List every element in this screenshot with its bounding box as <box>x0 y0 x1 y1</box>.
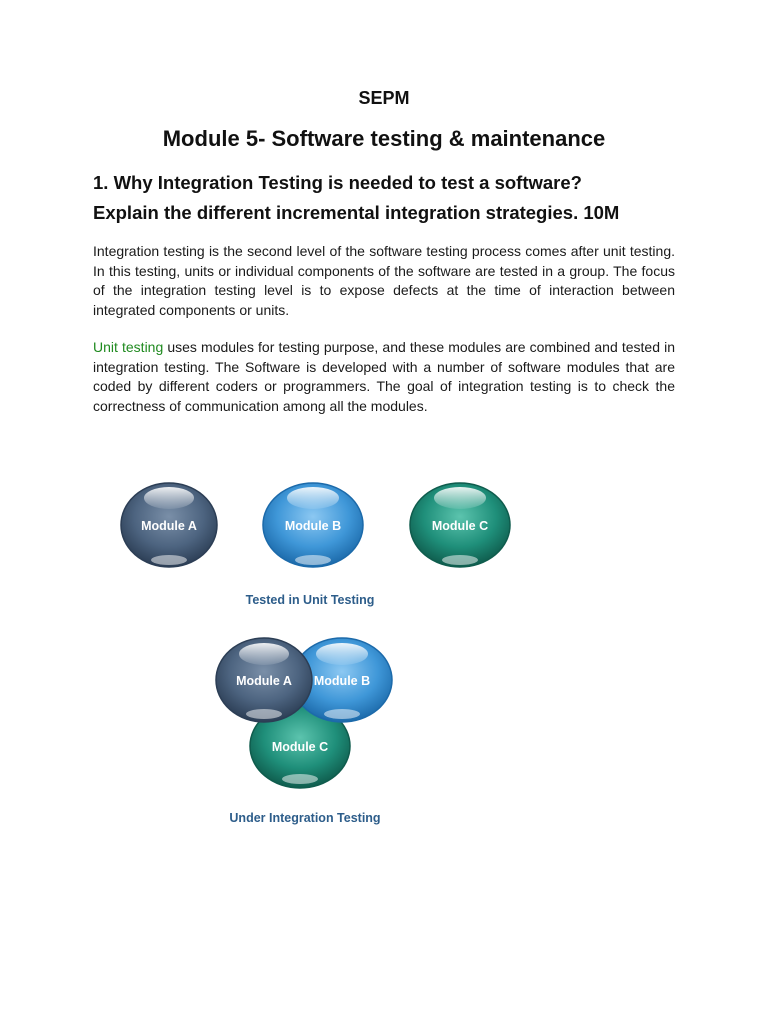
unit-testing-link[interactable]: Unit testing <box>93 339 164 355</box>
integration-module-a-label: Module A <box>236 674 292 688</box>
unit-module-c-label: Module C <box>431 519 489 533</box>
integration-testing-caption: Under Integration Testing <box>229 811 381 825</box>
unit-module-a-label: Module A <box>141 519 197 533</box>
paragraph-integration-testing: Integration testing is the second level of the software testing process comes after unit testing. In this testing, units or individual components of the software are tested in a group. The focus of the integration testing level is to expose defects at the time of interaction between integrated components or units. <box>93 243 675 318</box>
question-line-2: Explain the different incremental integration strategies. 10M <box>93 202 620 223</box>
unit-module-a <box>121 483 217 567</box>
module-title: Module 5- Software testing & maintenance <box>162 126 606 151</box>
integration-module-b-label: Module B <box>313 674 371 688</box>
unit-module-b-label: Module B <box>284 519 342 533</box>
unit-module-b <box>263 483 363 567</box>
integration-module-a <box>216 638 312 722</box>
paragraph-unit-testing-text: uses modules for testing purpose, and these modules are combined and tested in integration testing. The Software is developed with a number of software modules that are coded by different coders or programmers. The goal of integration testing is to check the correctness of communication among all the modules. <box>93 339 675 414</box>
integration-module-c-label: Module C <box>271 740 329 754</box>
course-title: SEPM <box>358 88 410 108</box>
unit-module-c <box>410 483 510 567</box>
question-line-1: 1. Why Integration Testing is needed to test a software? <box>93 172 582 193</box>
unit-testing-caption: Tested in Unit Testing <box>245 593 375 607</box>
